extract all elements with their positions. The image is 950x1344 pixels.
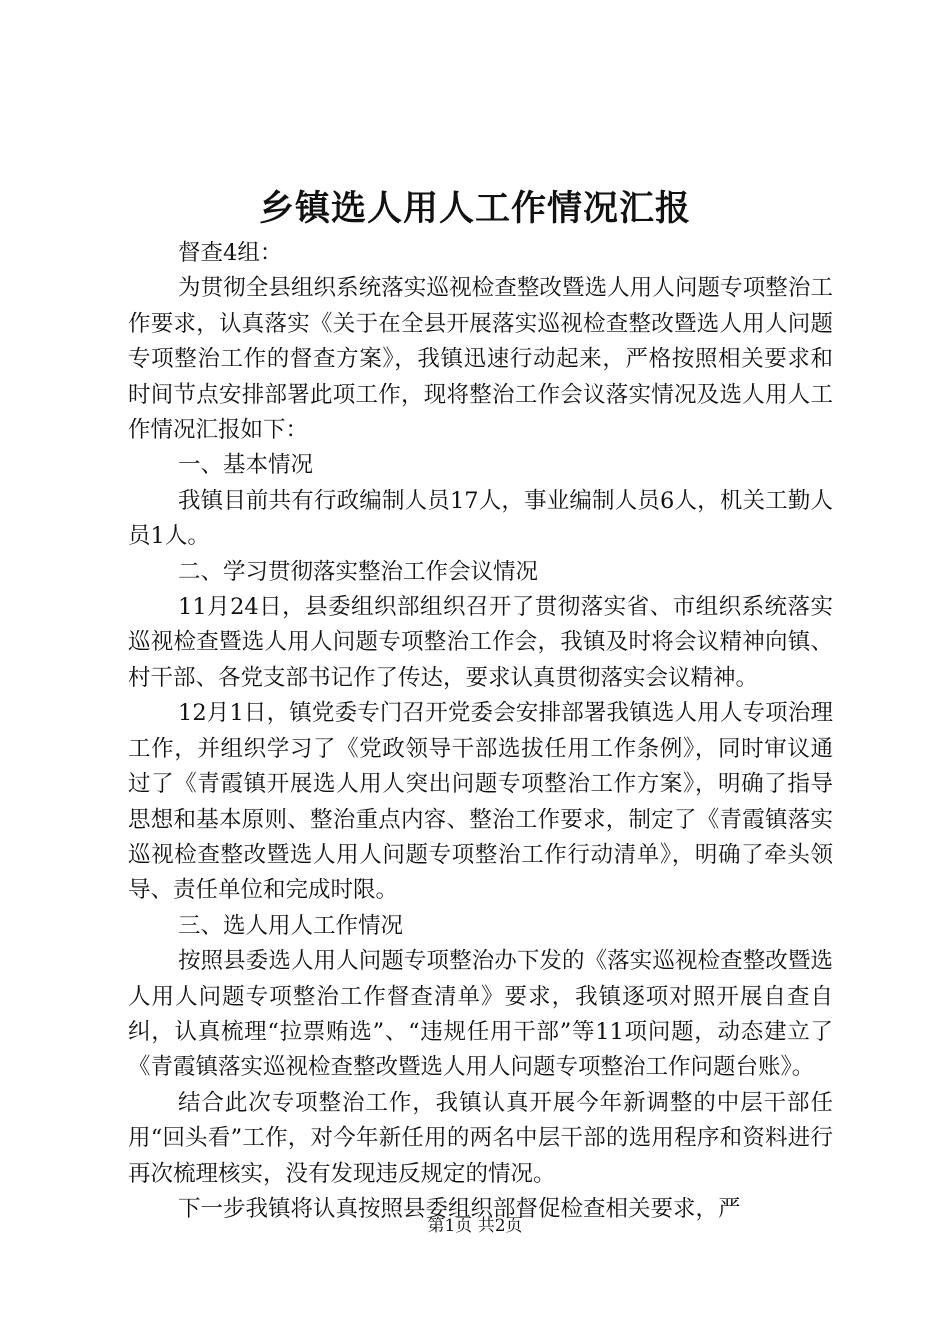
paragraph-basic: 我镇目前共有行政编制人员17人，事业编制人员6人，机关工勤人员1人。: [128, 487, 833, 550]
section-heading-meeting: 二、学习贯彻落实整治工作会议情况: [178, 558, 539, 585]
document-body: [128, 236, 833, 1227]
paragraph-selection-check: 按照县委选人用人问题专项整治办下发的《落实巡视检查整改暨选人用人问题专项整治工作督查清单》要求，我镇逐项对照开展自查自纠，认真梳理“拉票贿选”、“违规任用干部”等11项问题，动态建立了《青霞镇落实巡视检查整改暨选人用人问题专项整治工作问题台账》。: [128, 948, 833, 1081]
page-footer: 第1页 共2页: [427, 1216, 523, 1236]
section-heading-basic: 一、基本情况: [178, 452, 314, 479]
paragraph-recipient: 督查4组：: [178, 240, 283, 266]
paragraph-intro: 为贯彻全县组织系统落实巡视检查整改暨选人用人问题专项整治工作要求，认真落实《关于在全县开展落实巡视检查整改暨选人用人问题专项整治工作的督查方案》，我镇迅速行动起来，严格按照相关要求和时间节点安排部署此项工作，现将整治工作会议落实情况及选人用人工作情况汇报如下：: [128, 275, 833, 444]
paragraph-selection-review: 结合此次专项整治工作，我镇认真开展今年新调整的中层干部任用“回头看”工作，对今年新任用的两名中层干部的选用程序和资料进行再次梳理核实，没有发现违反规定的情况。: [128, 1089, 833, 1187]
section-heading-selection: 三、选人用人工作情况: [178, 912, 404, 939]
paragraph-meeting-nov: 11月24日，县委组织部组织召开了贯彻落实省、市组织系统落实巡视检查暨选人用人问题专项整治工作会，我镇及时将会议精神向镇、村干部、各党支部书记作了传达，要求认真贯彻落实会议精神。: [128, 594, 833, 691]
paragraph-meeting-dec: 12月1日，镇党委专门召开党委会安排部署我镇选人用人专项治理工作，并组织学习了《党政领导干部选拔任用工作条例》，同时审议通过了《青霞镇开展选人用人突出问题专项整治工作方案》，明确了指导思想和基本原则、整治重点内容、整治工作要求，制定了《青霞镇落实巡视检查整改暨选人用人问题专项整治工作行动清单》，明确了牵头领导、责任单位和完成时限。: [128, 700, 833, 904]
paragraph-next-step: 下一步我镇将认真按照县委组织部督促检查相关要求，严: [178, 1195, 741, 1222]
document-title: 乡镇选人用人工作情况汇报: [258, 188, 691, 229]
